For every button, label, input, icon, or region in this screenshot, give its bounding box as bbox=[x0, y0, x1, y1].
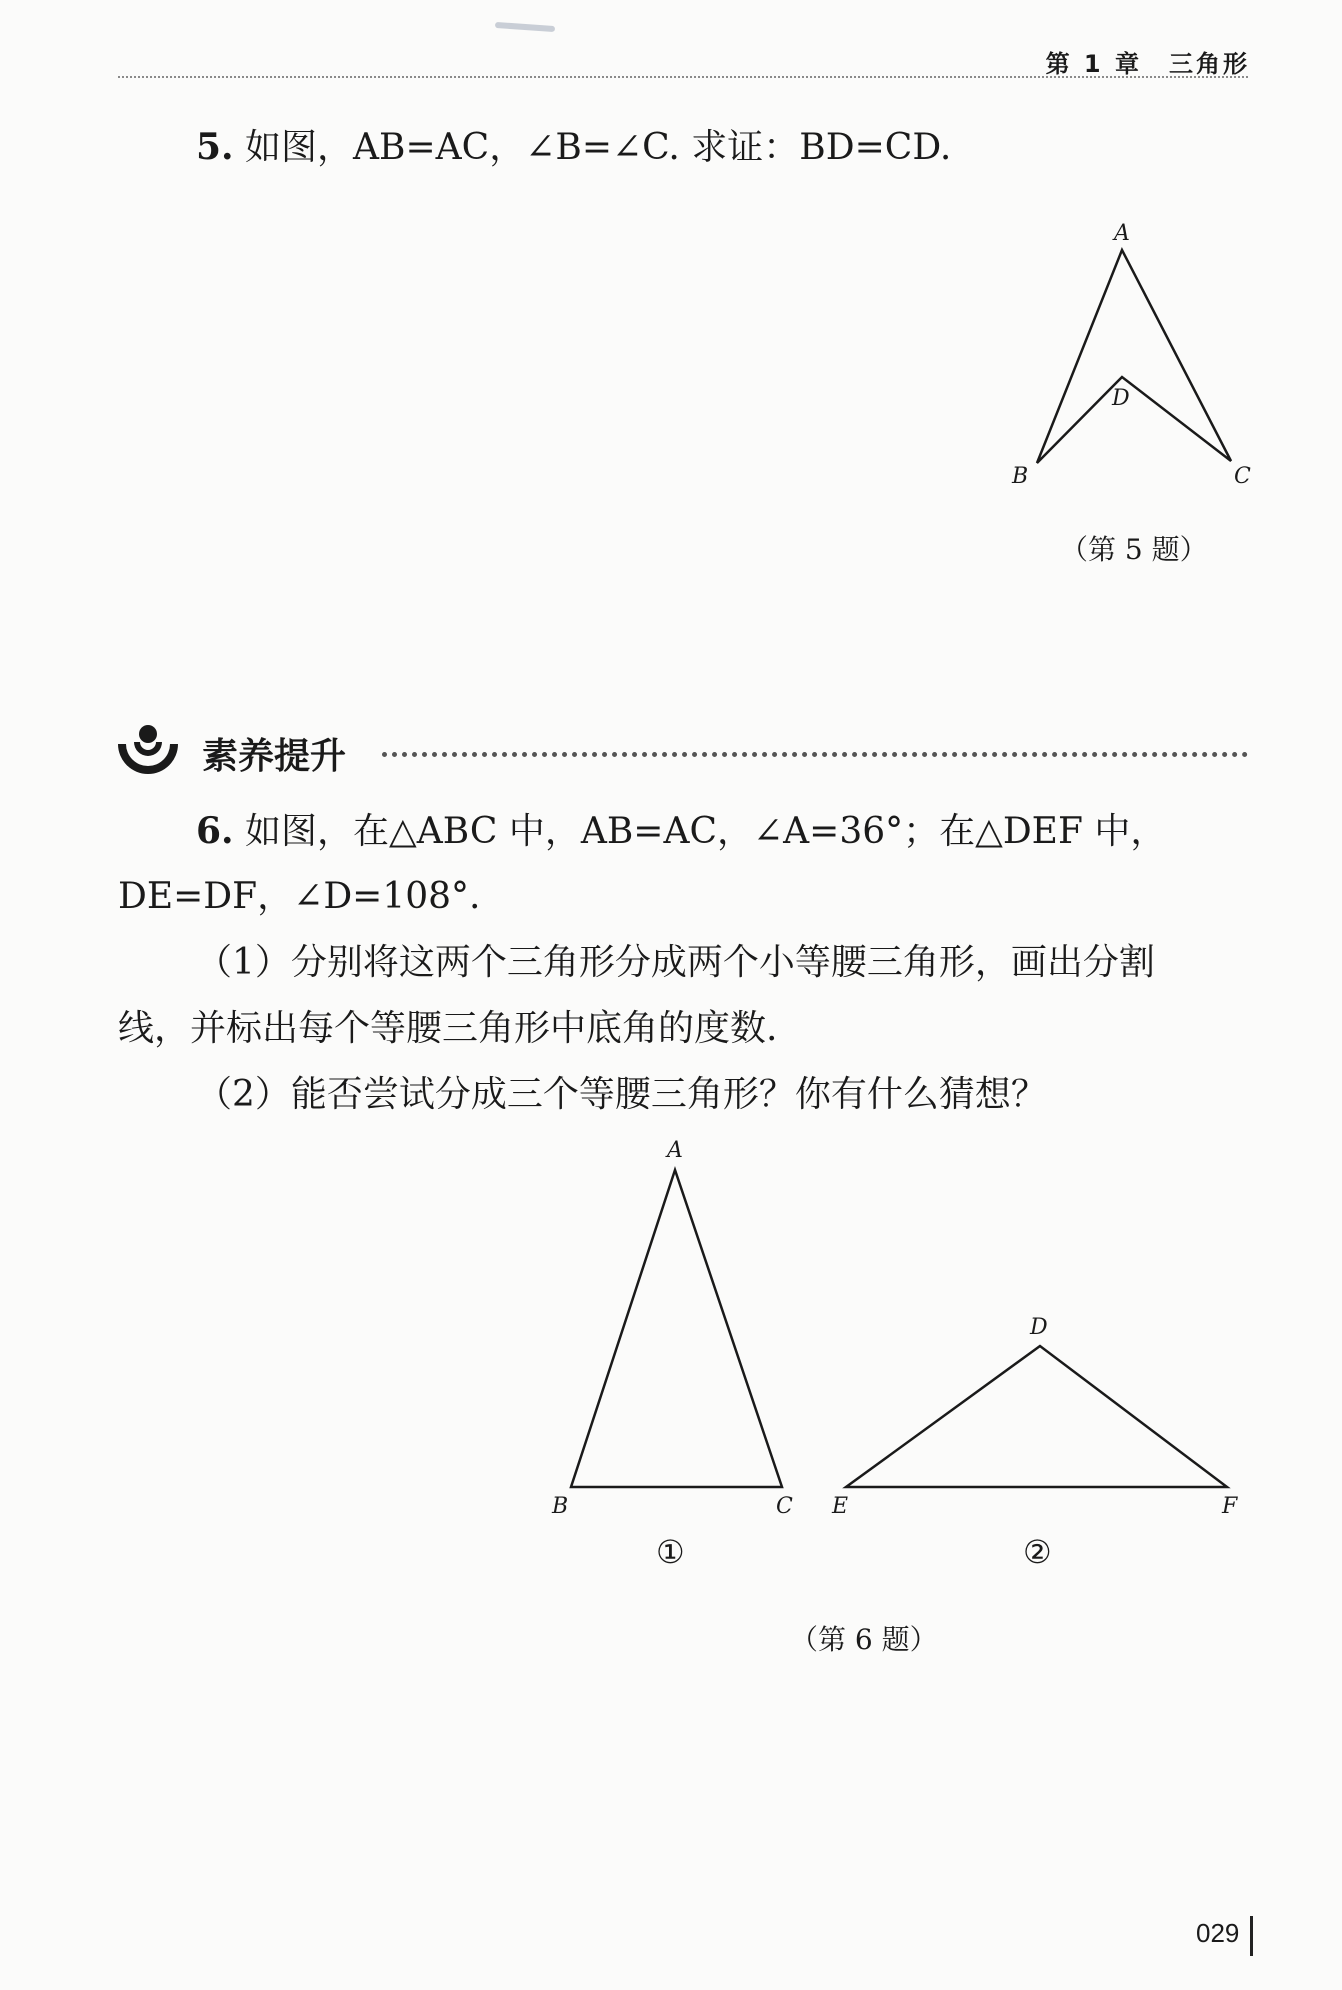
section-icon bbox=[114, 722, 194, 782]
header-divider bbox=[118, 76, 1248, 78]
question-6-line2: DE=DF，∠D=108°. bbox=[118, 876, 481, 917]
question-6-number: 6. bbox=[196, 810, 234, 852]
question-5-text: 如图，AB=AC，∠B=∠C. 求证：BD=CD. bbox=[245, 127, 952, 168]
triangle-def-label-d: D bbox=[1030, 1315, 1048, 1340]
figure-q5 bbox=[1000, 220, 1270, 500]
figure-q5-shape bbox=[1037, 250, 1231, 463]
triangle-abc-shape bbox=[571, 1170, 782, 1487]
page-number-bar bbox=[1250, 1916, 1253, 1956]
question-6-part1-line1: （1）分别将这两个三角形分成两个小等腰三角形，画出分割 bbox=[196, 942, 1155, 983]
triangle-def-shape bbox=[846, 1346, 1227, 1487]
figure-q5-label-b: B bbox=[1012, 464, 1029, 489]
triangle-def-label-f: F bbox=[1222, 1494, 1238, 1519]
section-title: 素养提升 bbox=[202, 736, 347, 777]
figure-q5-label-a: A bbox=[1114, 221, 1130, 246]
figure-q6-triangle-abc bbox=[550, 1135, 810, 1575]
question-6-text-1: 如图，在△ABC 中，AB=AC，∠A=36°；在△DEF 中， bbox=[245, 811, 1167, 852]
caption-q5: （第 5 题） bbox=[1060, 533, 1208, 566]
figure-1-marker: ① bbox=[656, 1533, 685, 1571]
chapter-header: 第 1 章 三角形 bbox=[1045, 50, 1250, 78]
question-6-part1-line2: 线，并标出每个等腰三角形中底角的度数. bbox=[118, 1008, 778, 1049]
section-divider bbox=[382, 752, 1248, 757]
triangle-def-label-e: E bbox=[832, 1494, 849, 1519]
triangle-abc-label-b: B bbox=[552, 1494, 569, 1519]
figure-q5-label-c: C bbox=[1234, 464, 1251, 489]
caption-q6: （第 6 题） bbox=[790, 1623, 938, 1656]
page-number: 029 bbox=[1196, 1918, 1240, 1948]
triangle-abc-label-a: A bbox=[667, 1138, 683, 1163]
question-6-part2: （2）能否尝试分成三个等腰三角形？你有什么猜想？ bbox=[196, 1074, 1047, 1115]
triangle-abc-label-c: C bbox=[776, 1494, 793, 1519]
question-5-number: 5. bbox=[196, 126, 234, 168]
question-5 bbox=[196, 124, 951, 171]
scan-artifact bbox=[495, 22, 555, 32]
figure-q5-label-d: D bbox=[1112, 386, 1130, 411]
figure-q6-triangle-def bbox=[830, 1310, 1260, 1575]
question-6-line1 bbox=[196, 808, 1166, 855]
figure-2-marker: ② bbox=[1023, 1533, 1052, 1571]
